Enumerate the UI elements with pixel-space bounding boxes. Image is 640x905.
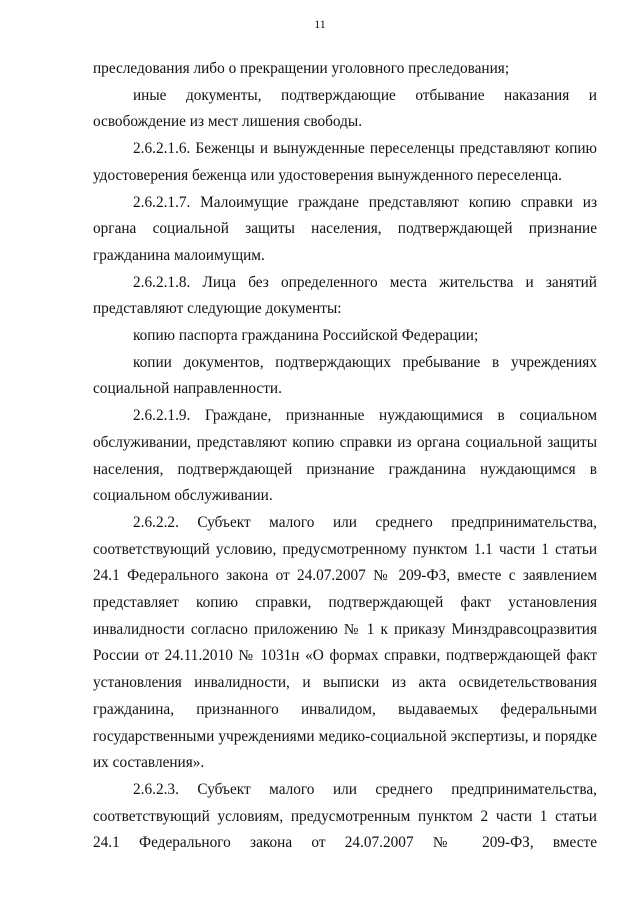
paragraph: иные документы, подтверждающие отбывание наказания и освобождение из мест лишения свободы. bbox=[93, 86, 597, 131]
paragraph: копии документов, подтверждающих пребывание в учреждениях социальной направленности. bbox=[93, 353, 597, 398]
document-body bbox=[93, 56, 597, 857]
page-number: 11 bbox=[314, 17, 326, 31]
paragraph: 2.6.2.1.6. Беженцы и вынужденные переселенцы представляют копию удостоверения беженца или удостоверения вынужденного переселенца. bbox=[93, 140, 597, 184]
paragraph: 2.6.2.1.8. Лица без определенного места жительства и занятий представляют следующие документы: bbox=[93, 273, 597, 318]
paragraph: преследования либо о прекращении уголовного преследования; bbox=[93, 60, 510, 77]
paragraph-continues: 2.6.2.3. Субъект малого или среднего предпринимательства, соответствующий условиям, предусмотренным пунктом 2 части 1 статьи 24.1 Федерального закона от 24.07.2007 № 209-ФЗ, вместе bbox=[93, 780, 597, 852]
paragraph: 2.6.2.2. Субъект малого или среднего предпринимательства, соответствующий условию, предусмотренному пунктом 1.1 части 1 статьи 24.1 Федерального закона от 24.07.2007 № 209-ФЗ, вместе с заявлением представляет копию справки, подтверждающей факт установления инвалидности согласно приложению № 1 к приказу Минздравсоцразвития России от 24.11.2010 № 1031н «О формах справки, подтверждающей факт установления инвалидности, и выписки из акта освидетельствования гражданина, признанного инвалидом, выдаваемых федеральными государственными учреждениями медико-социальной экспертизы, и порядке их составления». bbox=[93, 513, 597, 772]
paragraph: 2.6.2.1.7. Малоимущие граждане представляют копию справки из органа социальной защиты населения, подтверждающей признание гражданина малоимущим. bbox=[93, 193, 597, 264]
paragraph: 2.6.2.1.9. Граждане, признанные нуждающимися в социальном обслуживании, представляют копию справки из органа социальной защиты населения, подтверждающей признание гражданина нуждающимся в социальном обслуживании. bbox=[93, 407, 597, 505]
paragraph: копию паспорта гражданина Российской Федерации; bbox=[133, 327, 479, 345]
